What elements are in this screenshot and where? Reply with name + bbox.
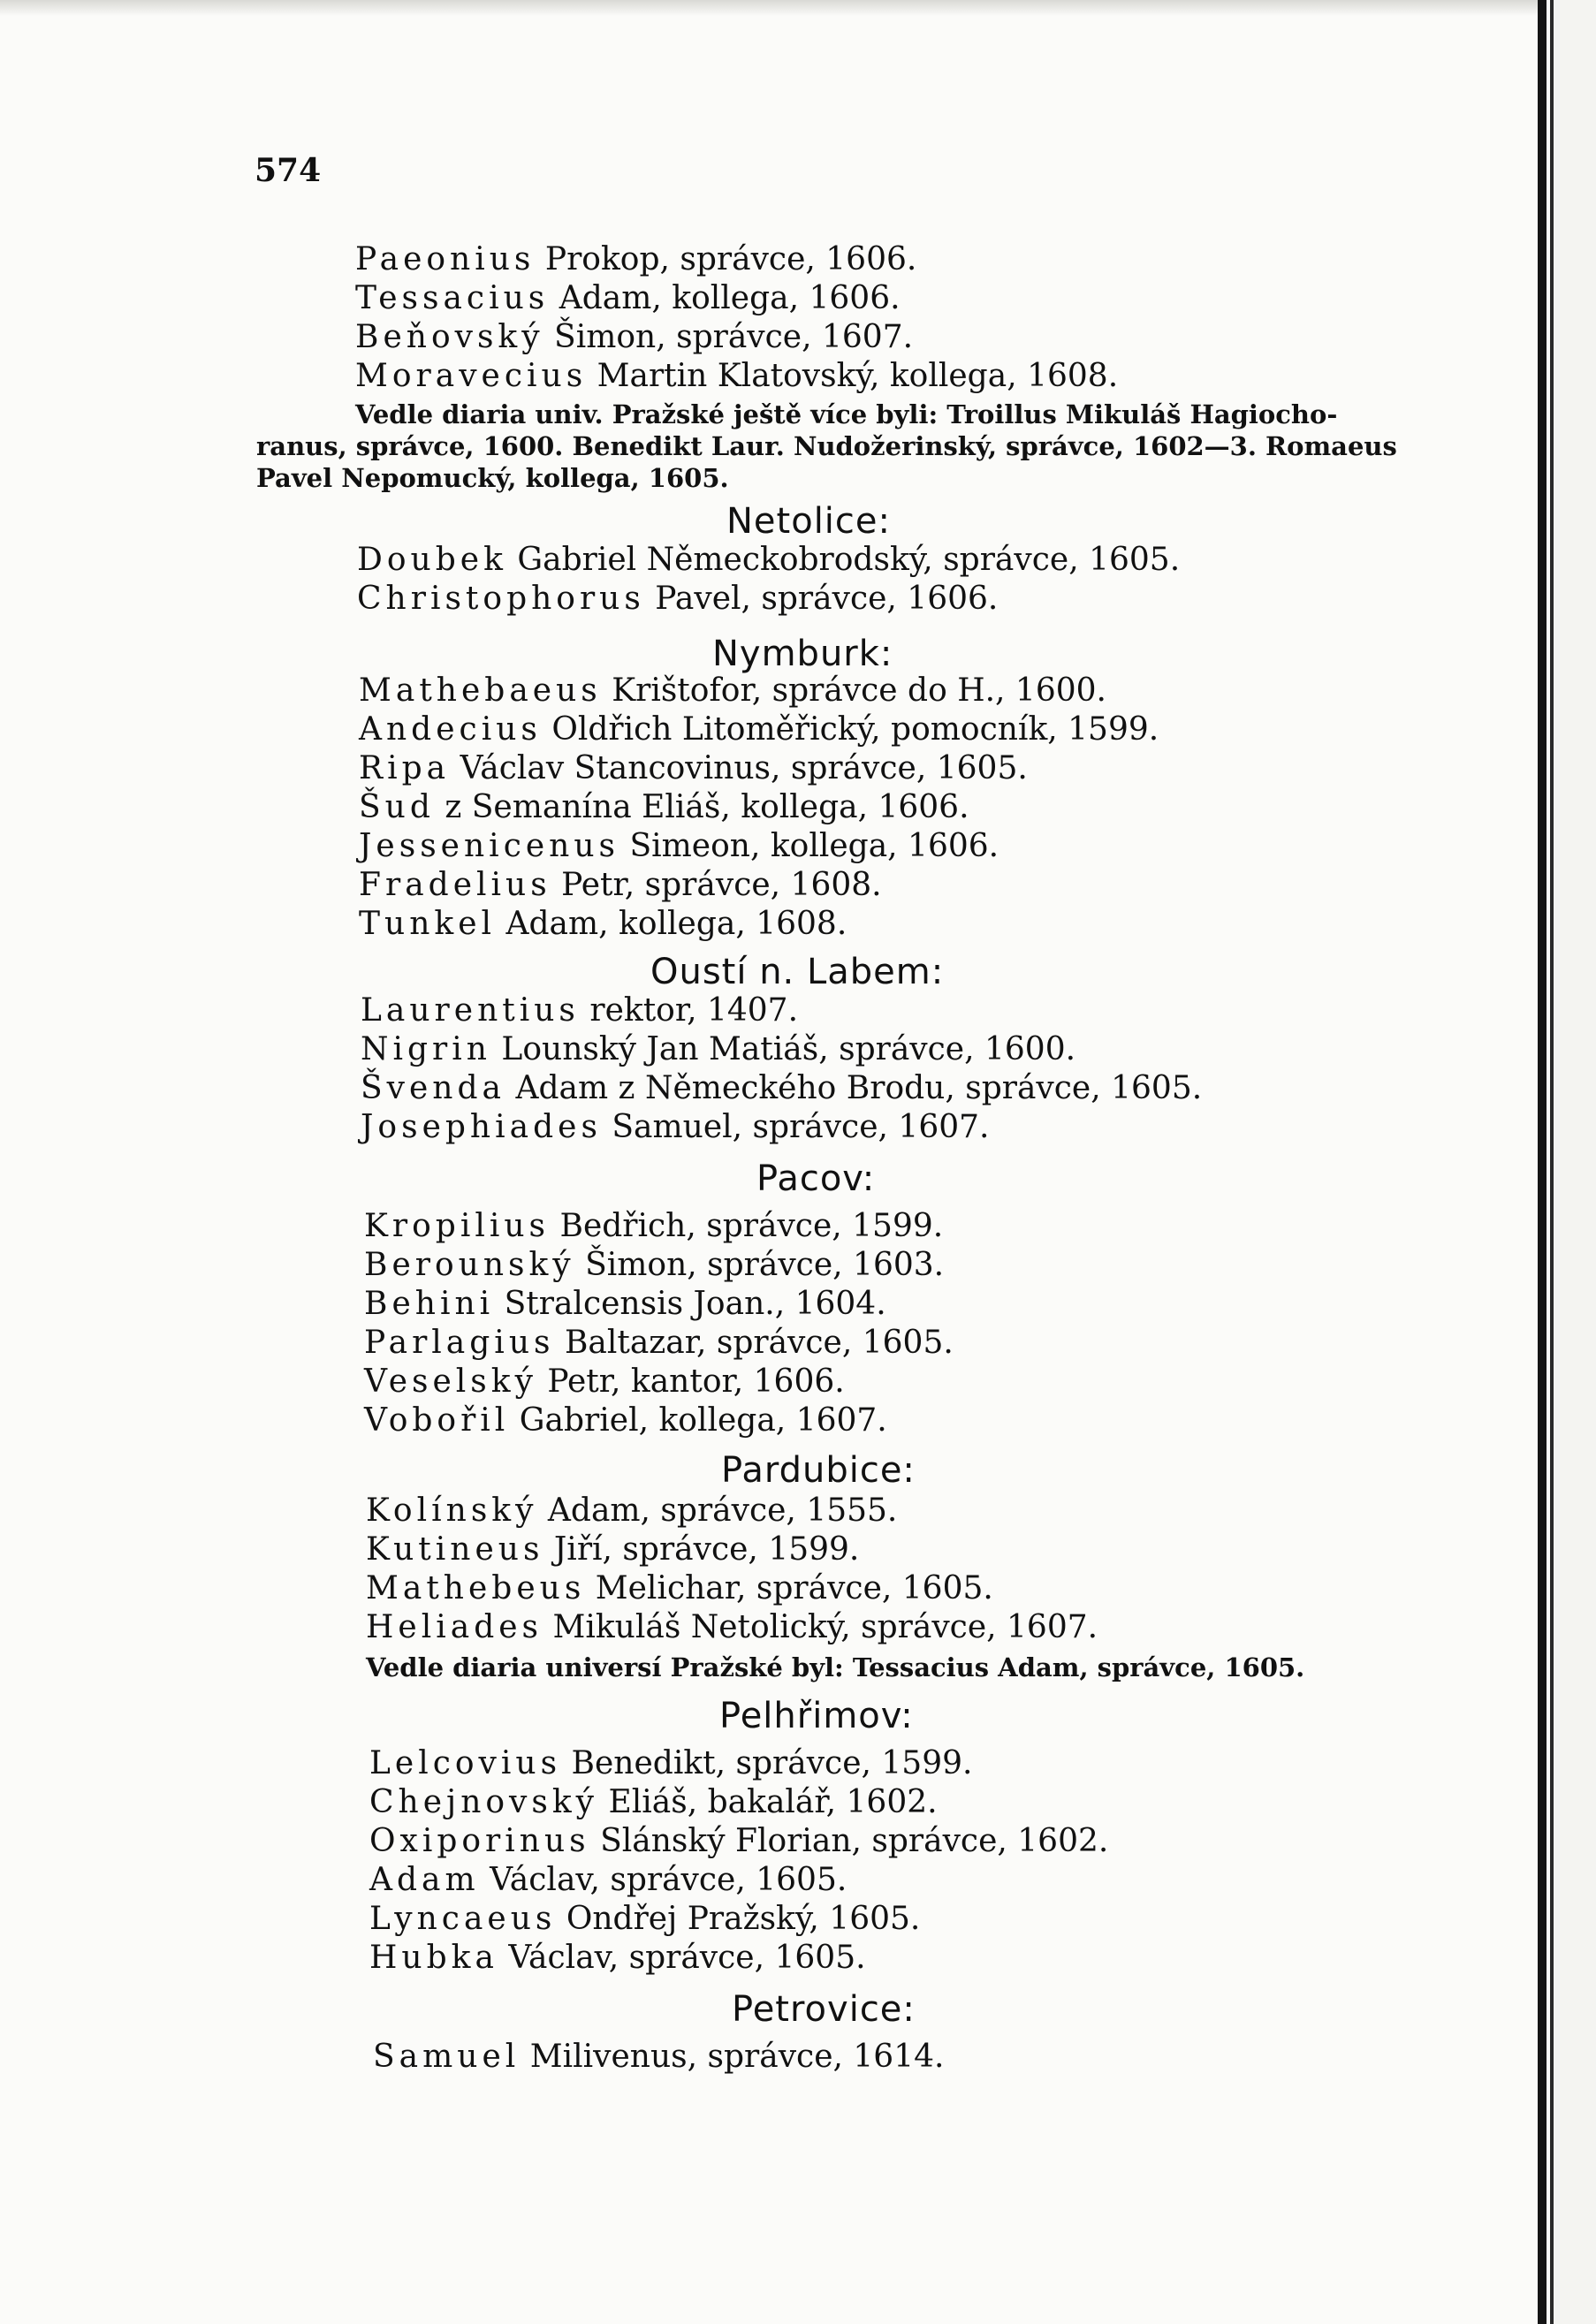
entry bbox=[366, 1569, 993, 1608]
entry-details: Adam, kollega, 1606. bbox=[559, 280, 901, 316]
entry-surname: Kolínský bbox=[366, 1492, 538, 1529]
entry-surname: Kutineus bbox=[366, 1531, 544, 1568]
entry-details: Gabriel, kollega, 1607. bbox=[519, 1402, 887, 1439]
entry-details: Stralcensis Joan., 1604. bbox=[504, 1286, 886, 1322]
entry bbox=[359, 827, 999, 866]
section-heading: Oustí n. Labem: bbox=[650, 952, 945, 992]
entry-details: rektor, 1407. bbox=[589, 992, 799, 1029]
entry-details: Šimon, správce, 1607. bbox=[554, 319, 914, 355]
entry-surname: Tessacius bbox=[355, 280, 550, 316]
entry-details: Simeon, kollega, 1606. bbox=[629, 828, 999, 864]
entry-surname: Kropilius bbox=[364, 1208, 551, 1244]
entry-surname: Heliades bbox=[366, 1609, 543, 1645]
entry-details: Melichar, správce, 1605. bbox=[595, 1570, 993, 1606]
note-line: Vedle diaria univ. Pražské ještě více byli: Troillus Mikuláš Hagiocho- bbox=[355, 399, 1338, 429]
entry-details: Lounský Jan Matiáš, správce, 1600. bbox=[501, 1031, 1076, 1067]
entry bbox=[355, 279, 901, 318]
entry bbox=[369, 1744, 972, 1783]
section-heading: Pelhřimov: bbox=[719, 1696, 914, 1736]
entry-surname: Doubek bbox=[357, 542, 507, 578]
entry-surname: Hubka bbox=[369, 1940, 498, 1976]
entry-details: Adam, kollega, 1608. bbox=[505, 906, 847, 942]
entry-surname: Šud bbox=[359, 789, 435, 825]
entry bbox=[361, 1030, 1075, 1069]
entry-surname: Beňovský bbox=[355, 319, 544, 355]
entry-details: Samuel, správce, 1607. bbox=[612, 1109, 990, 1145]
entry-surname: Švenda bbox=[361, 1070, 505, 1106]
section-heading: Petrovice: bbox=[732, 1989, 916, 2030]
entry bbox=[355, 318, 913, 357]
entry-surname: Adam bbox=[369, 1862, 480, 1898]
entry-details: Krištofor, správce do H., 1600. bbox=[612, 672, 1106, 709]
entry-details: Pavel, správce, 1606. bbox=[655, 581, 999, 617]
entry bbox=[361, 1108, 989, 1147]
entry-surname: Veselský bbox=[364, 1363, 537, 1400]
entry-details: Benedikt, správce, 1599. bbox=[571, 1745, 973, 1781]
entry-details: Petr, správce, 1608. bbox=[561, 867, 882, 903]
entry-surname: Christophorus bbox=[357, 581, 645, 617]
page-top-shade bbox=[0, 0, 1538, 16]
entry-details: Adam z Německého Brodu, správce, 1605. bbox=[515, 1070, 1203, 1106]
entry-details: z Semanína Eliáš, kollega, 1606. bbox=[445, 789, 969, 825]
note-line: ranus, správce, 1600. Benedikt Laur. Nudožerinský, správce, 1602—3. Romaeus bbox=[256, 431, 1397, 461]
entry-surname: Parlagius bbox=[364, 1325, 555, 1361]
entry-surname: Lelcovius bbox=[369, 1745, 562, 1781]
entry bbox=[364, 1207, 943, 1246]
entry-surname: Andecius bbox=[359, 711, 542, 748]
entry-details: Oldřich Litoměřický, pomocník, 1599. bbox=[551, 711, 1159, 748]
entry bbox=[359, 710, 1159, 749]
entry bbox=[357, 541, 1180, 580]
entry bbox=[369, 1783, 938, 1822]
entry-details: Václav, správce, 1605. bbox=[490, 1862, 847, 1898]
entry-details: Prokop, správce, 1606. bbox=[544, 241, 917, 277]
entry bbox=[359, 749, 1028, 788]
entry-surname: Lyncaeus bbox=[369, 1901, 557, 1937]
note-line: Vedle diaria universí Pražské byl: Tessacius Adam, správce, 1605. bbox=[366, 1652, 1305, 1682]
entry bbox=[364, 1363, 845, 1401]
entry-surname: Jessenicenus bbox=[359, 828, 620, 864]
entry bbox=[366, 1530, 859, 1569]
entry-surname: Fradelius bbox=[359, 867, 551, 903]
entry bbox=[359, 905, 847, 944]
entry bbox=[366, 1492, 897, 1530]
scan-border bbox=[1538, 0, 1547, 2324]
entry bbox=[369, 1900, 920, 1939]
entry-details: Gabriel Německobrodský, správce, 1605. bbox=[517, 542, 1181, 578]
entry bbox=[373, 2038, 944, 2077]
entry-surname: Mathebaeus bbox=[359, 672, 602, 709]
entry-surname: Josephiades bbox=[361, 1109, 602, 1145]
entry-surname: Vobořil bbox=[364, 1402, 510, 1439]
entry bbox=[369, 1861, 847, 1900]
entry bbox=[364, 1324, 954, 1363]
entry bbox=[359, 672, 1106, 710]
entry-details: Slánský Florian, správce, 1602. bbox=[600, 1823, 1109, 1859]
entry-surname: Oxiporinus bbox=[369, 1823, 590, 1859]
entry-surname: Nigrin bbox=[361, 1031, 491, 1067]
entry-details: Bedřich, správce, 1599. bbox=[559, 1208, 944, 1244]
entry bbox=[364, 1285, 886, 1324]
entry bbox=[361, 991, 798, 1030]
entry-surname: Moravecius bbox=[355, 358, 588, 394]
entry bbox=[359, 788, 969, 827]
entry-surname: Samuel bbox=[373, 2039, 521, 2075]
section-heading: Pardubice: bbox=[721, 1450, 916, 1491]
entry-details: Ondřej Pražský, 1605. bbox=[566, 1901, 921, 1937]
entry-details: Martin Klatovský, kollega, 1608. bbox=[597, 358, 1119, 394]
section-heading: Nymburk: bbox=[712, 634, 893, 674]
entry bbox=[366, 1608, 1098, 1647]
entry bbox=[357, 580, 998, 619]
entry bbox=[364, 1401, 887, 1440]
entry bbox=[355, 357, 1118, 396]
entry bbox=[359, 866, 882, 905]
entry-details: Eliáš, bakalář, 1602. bbox=[608, 1784, 938, 1820]
page-number: 574 bbox=[255, 152, 322, 189]
entry-surname: Ripa bbox=[359, 750, 451, 786]
entry-surname: Behini bbox=[364, 1286, 495, 1322]
entry-surname: Laurentius bbox=[361, 992, 580, 1029]
entry-details: Milivenus, správce, 1614. bbox=[529, 2039, 945, 2075]
entry bbox=[355, 240, 916, 279]
section-heading: Netolice: bbox=[726, 501, 891, 542]
entry bbox=[361, 1069, 1202, 1108]
entry-details: Baltazar, správce, 1605. bbox=[564, 1325, 954, 1361]
note-line: Pavel Nepomucký, kollega, 1605. bbox=[256, 463, 729, 493]
scan-margin bbox=[1554, 0, 1596, 2324]
entry-surname: Chejnovský bbox=[369, 1784, 599, 1820]
entry-surname: Mathebeus bbox=[366, 1570, 586, 1606]
entry-details: Václav, správce, 1605. bbox=[508, 1940, 866, 1976]
entry bbox=[369, 1822, 1108, 1861]
entry bbox=[364, 1246, 944, 1285]
entry bbox=[369, 1939, 866, 1978]
entry-surname: Berounský bbox=[364, 1247, 575, 1283]
entry-details: Mikuláš Netolický, správce, 1607. bbox=[552, 1609, 1098, 1645]
entry-details: Šimon, správce, 1603. bbox=[585, 1247, 945, 1283]
entry-details: Jiří, správce, 1599. bbox=[553, 1531, 860, 1568]
entry-details: Petr, kantor, 1606. bbox=[547, 1363, 845, 1400]
section-heading: Pacov: bbox=[756, 1158, 876, 1199]
entry-surname: Paeonius bbox=[355, 241, 536, 277]
entry-details: Adam, správce, 1555. bbox=[547, 1492, 898, 1529]
entry-details: Václav Stancovinus, správce, 1605. bbox=[460, 750, 1028, 786]
entry-surname: Tunkel bbox=[359, 906, 497, 942]
